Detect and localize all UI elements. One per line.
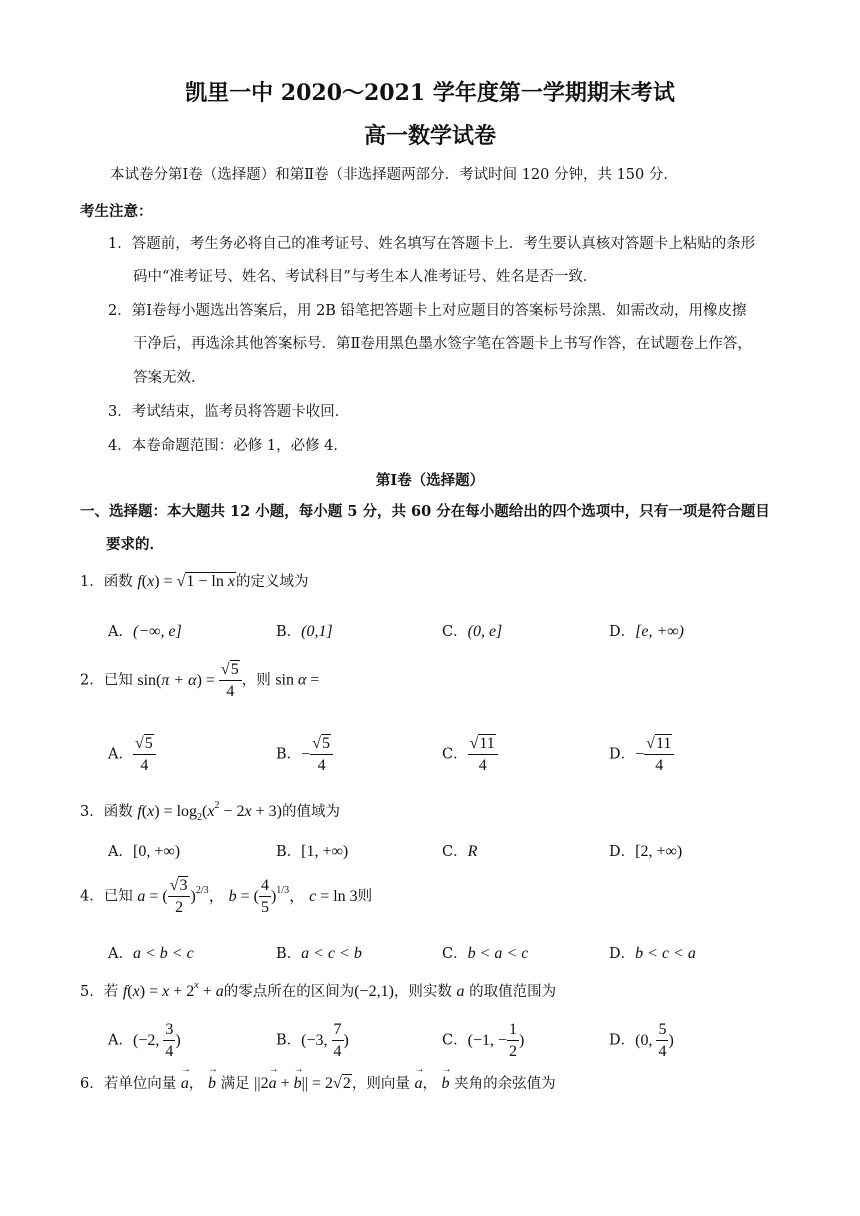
question-number: 3． — [80, 804, 104, 820]
notice-item-2-cont2: 答案无效． — [133, 370, 206, 386]
question-text: 已知 — [103, 672, 133, 689]
notice-item-number: 1． — [108, 236, 132, 252]
exam-subtitle: 高一数学试卷 — [363, 123, 496, 149]
question-text: ， — [422, 1076, 437, 1092]
notice-item-3 — [108, 400, 349, 421]
formula: → b — [442, 1075, 450, 1092]
option-a[interactable]: A． $\frac{√5}{4}$ — [108, 736, 156, 774]
question-number: 2． — [80, 672, 104, 689]
option-b[interactable]: B．[1, +∞) — [276, 843, 349, 860]
question-number: 1． — [80, 574, 104, 590]
option-c[interactable]: C．R — [442, 843, 478, 860]
option-c[interactable]: C． $\frac{√11}{4}$ — [442, 736, 498, 774]
question-1 — [80, 570, 308, 591]
question-5 — [80, 980, 556, 1001]
section-instructions-cont: 要求的． — [106, 536, 164, 553]
question-text: 若 — [103, 984, 119, 1000]
option-a[interactable]: A．(−∞, e] — [108, 623, 182, 640]
notice-item-4 — [108, 434, 348, 455]
intro-text: 本试卷分第Ⅰ卷（选择题）和第Ⅱ卷（非选择题两部分．考试时间 120 分钟，共 150 分． — [110, 167, 678, 183]
notice-item-number: 4． — [108, 438, 132, 454]
formula: ||2→ a + → b|| = 2√2 — [254, 1075, 352, 1092]
question-text: ，则 — [241, 672, 271, 689]
question-text: 函数 — [103, 804, 133, 820]
notice-item-number: 2． — [108, 303, 132, 319]
option-b[interactable]: B．a < c < b — [276, 945, 362, 962]
question-text: ， — [188, 1076, 204, 1092]
question-number: 5． — [80, 984, 104, 1000]
formula: sin(π + α) = $\frac{√5}{4}$ — [137, 672, 241, 689]
option-b[interactable]: B．− $\frac{√5}{4}$ — [276, 736, 333, 774]
question-text: 若单位向量 — [103, 1076, 177, 1092]
question-text: ，则向量 — [351, 1076, 410, 1092]
notice-item-2-cont: 干净后，再选涂其他答案标号．第Ⅱ卷用黑色墨水签字笔在答题卡上书写作答，在试题卷上作答， — [133, 336, 752, 352]
notice-item-text: 第Ⅰ卷每小题选出答案后，用 2B 铅笔把答题卡上对应题目的答案标号涂黑．如需改动，用橡皮擦 — [131, 303, 747, 319]
question-2 — [80, 662, 319, 700]
notice-heading: 考生注意： — [80, 203, 153, 220]
question-4 — [80, 878, 372, 916]
notice-item-text: 考试结束，监考员将答题卡收回． — [131, 404, 350, 420]
notice-item-text: 答题前，考生务必将自己的准考证号、姓名填写在答题卡上．考生要认真核对答题卡上粘贴的条形 — [131, 236, 756, 252]
question-text: 已知 — [103, 888, 133, 905]
formula: → a — [181, 1075, 189, 1092]
question-text: 的零点所在的区间为 — [223, 984, 355, 1000]
question-text: ，则实数 — [393, 984, 452, 1000]
formula: a = ( $\frac{√3}{2}$ )$^{2/3}$， b = ( $\frac{4}{5}$ )$^{1/3}$， c = ln 3 — [137, 877, 358, 916]
option-d[interactable]: D．[e, +∞) — [609, 623, 684, 640]
option-b[interactable]: B．(0,1] — [276, 623, 333, 640]
formula: a — [456, 983, 465, 1000]
question-text: 的定义域为 — [235, 574, 309, 590]
formula: f(x) = √1 − ln x — [137, 573, 235, 590]
question-text: 满足 — [220, 1076, 250, 1092]
option-a[interactable]: A．a < b < c — [108, 945, 194, 962]
option-a[interactable]: A．(−2, $\frac{3}{4}$ ) — [108, 1021, 181, 1060]
option-a[interactable]: A．[0, +∞) — [108, 843, 181, 860]
notice-item-1-cont: 码中“准考证号、姓名、考试科目”与考生本人准考证号、姓名是否一致． — [133, 269, 598, 285]
option-b[interactable]: B．(−3, $\frac{7}{4}$ ) — [276, 1021, 349, 1060]
notice-item-1 — [108, 232, 755, 253]
question-3 — [80, 800, 340, 823]
option-c[interactable]: C．(−1, − $\frac{1}{2}$ ) — [442, 1021, 525, 1060]
section-instructions: 一、选择题：本大题共 12 小题，每小题 5 分，共 60 分在每小题给出的四个选项中，只有一项是符合题目 — [80, 503, 770, 520]
notice-item-number: 3． — [108, 404, 132, 420]
formula: (−2,1) — [354, 983, 394, 1000]
option-d[interactable]: D．− $\frac{√11}{4}$ — [609, 736, 674, 774]
question-text: 夹角的余弦值为 — [454, 1076, 556, 1092]
notice-item-text: 本卷命题范围：必修 1，必修 4． — [131, 438, 348, 454]
option-d[interactable]: D．(0, $\frac{5}{4}$ ) — [609, 1021, 674, 1060]
question-number: 6． — [80, 1076, 104, 1092]
option-d[interactable]: D．b < c < a — [609, 945, 696, 962]
formula: $f(x) = x + 2^x + a$ — [122, 980, 224, 1000]
formula: sin α = — [275, 671, 320, 689]
question-text: 的值域为 — [281, 804, 340, 820]
option-c[interactable]: C．b < a < c — [442, 945, 529, 962]
exam-title: 凯里一中 2020～2021 学年度第一学期期末考试 — [185, 80, 675, 106]
question-6 — [80, 1072, 556, 1093]
question-text: 函数 — [103, 574, 133, 590]
notice-item-2 — [108, 299, 747, 320]
question-text: 则 — [357, 888, 373, 905]
formula: → b — [208, 1075, 216, 1092]
section-title: 第Ⅰ卷（选择题） — [375, 472, 485, 489]
option-d[interactable]: D．[2, +∞) — [609, 843, 683, 860]
formula: → a — [414, 1075, 422, 1092]
question-text: 的取值范围为 — [469, 984, 557, 1000]
question-number: 4． — [80, 888, 104, 905]
formula: $f(x) = \log_2(x^2 - 2x + 3)$ — [137, 800, 282, 823]
option-c[interactable]: C．(0, e] — [442, 623, 503, 640]
